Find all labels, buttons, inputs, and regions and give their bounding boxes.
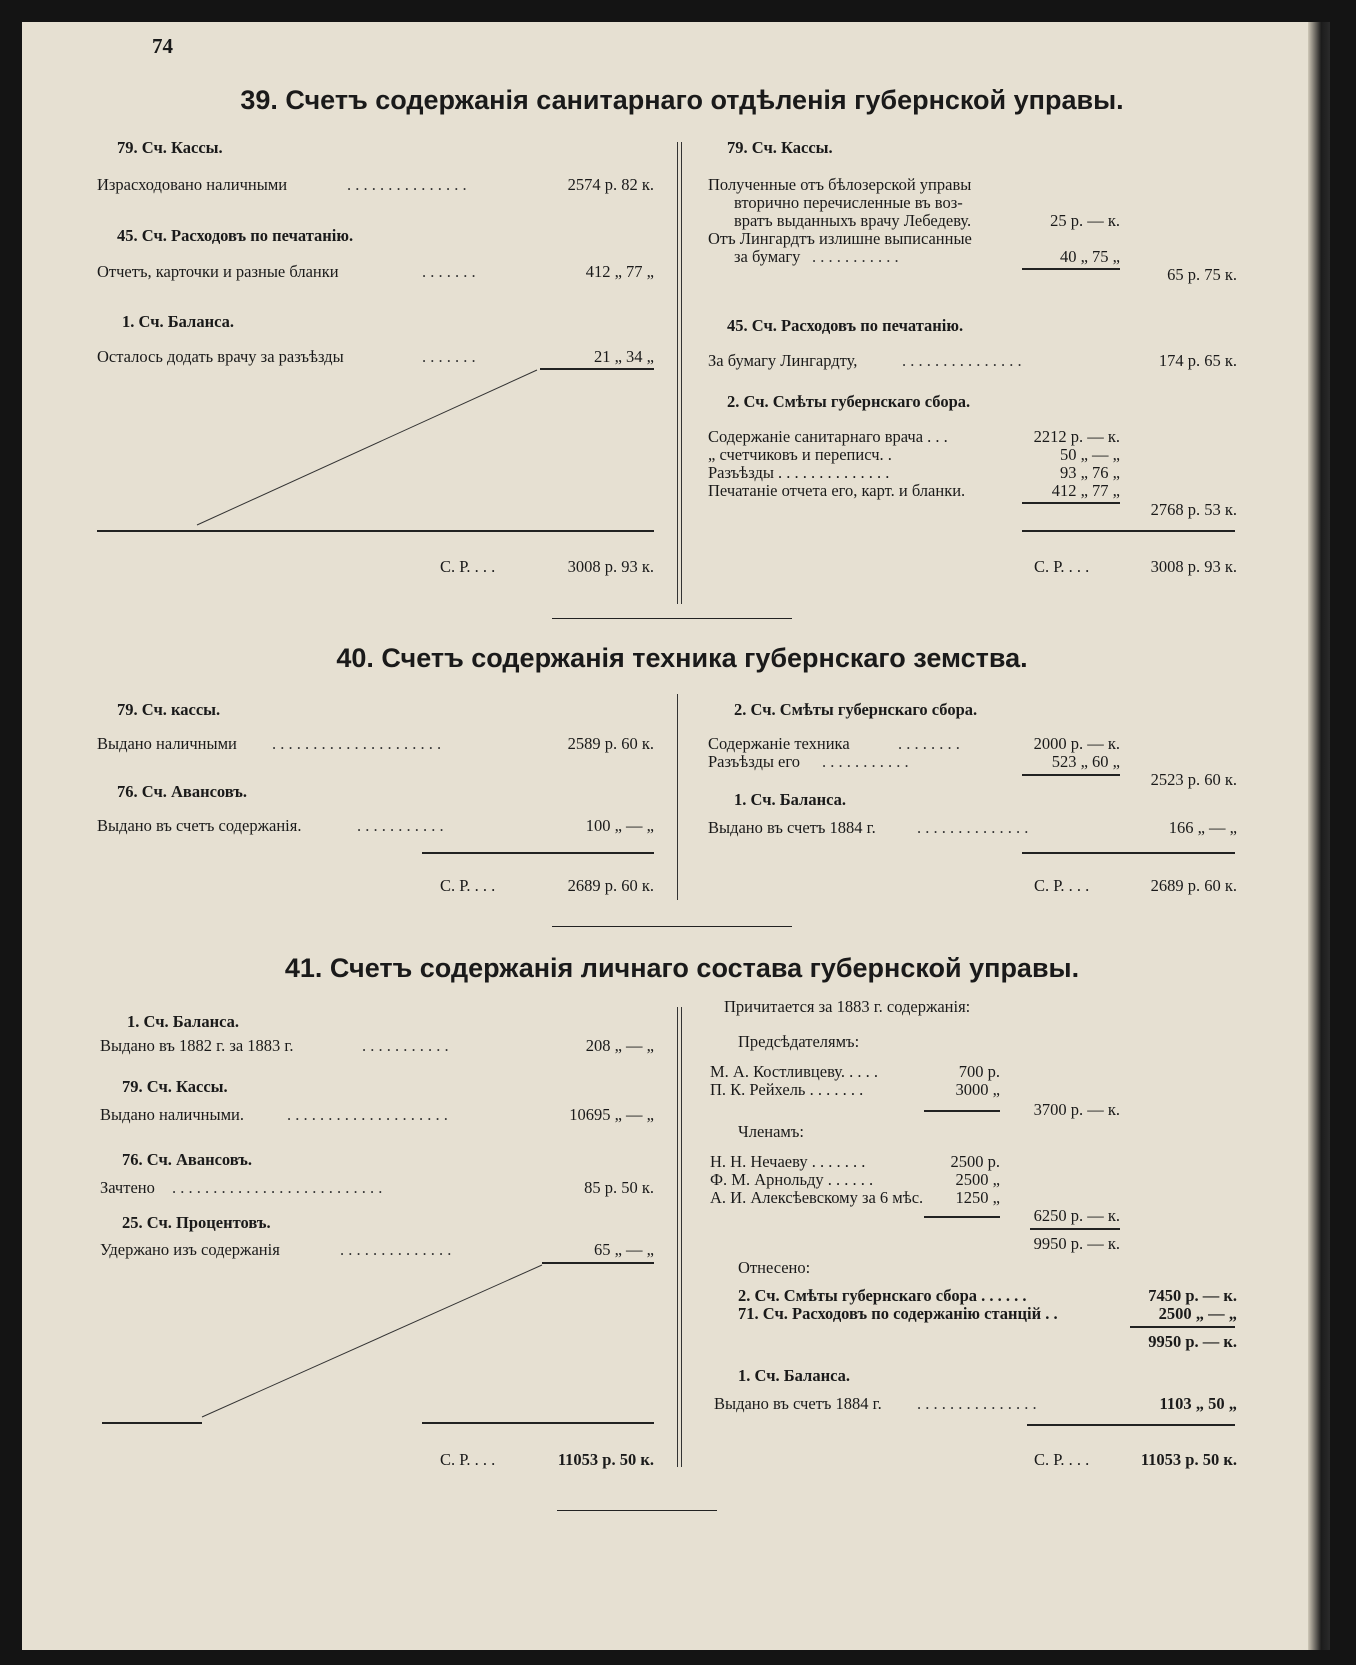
entry-amount: 1103 „ 50 „	[1159, 1394, 1237, 1413]
person-label: А. И. Алексѣевскому за 6 мѣс.	[710, 1188, 924, 1207]
section-39-title: 39. Счетъ содержанія санитарнаго отдѣленія губернской управы.	[240, 85, 1124, 115]
entry-label: Разъѣзды его	[708, 752, 800, 771]
entry-label: „ счетчиковъ и переписч. .	[708, 445, 892, 464]
entry-label: Израсходовано наличными	[97, 175, 288, 194]
entry-label: Удержано изъ содержанія	[100, 1240, 280, 1259]
leader-dots: . . . . . . . . . . . . . . . . . . . . . . . . . .	[172, 1178, 383, 1197]
entry-line: Полученные отъ бѣлозерской управы	[708, 175, 972, 194]
person-label: Ф. М. Арнольду . . . . . .	[710, 1170, 874, 1189]
entry-label: Выдано въ счетъ 1884 г.	[714, 1394, 882, 1413]
account-header: 25. Сч. Процентовъ.	[122, 1213, 271, 1232]
person-amount: 700 р.	[958, 1062, 1000, 1081]
entry-amount: 412 „ 77 „	[585, 262, 654, 281]
entry-label: Выдано въ счетъ 1884 г.	[708, 818, 876, 837]
entry-label: Зачтено	[100, 1178, 155, 1197]
account-header: 79. Сч. кассы.	[117, 700, 221, 719]
leader-dots: . . . . . . . .	[898, 734, 960, 753]
leader-dots: . . . . . . .	[422, 262, 476, 281]
entry-amount: 7450 р. — к.	[1148, 1286, 1237, 1305]
leader-dots: . . . . . . . . . . .	[362, 1036, 449, 1055]
account-header: 1. Сч. Баланса.	[738, 1366, 850, 1385]
person-amount: 2500 „	[955, 1170, 1000, 1189]
account-header: 76. Сч. Авансовъ.	[122, 1150, 252, 1169]
leader-dots: . . . . . . . . . . . . . . . . . . . .	[287, 1105, 448, 1124]
entry-amount: 65 „ — „	[593, 1240, 654, 1259]
group-total: 3700 р. — к.	[1033, 1100, 1120, 1119]
person-amount: 3000 „	[955, 1080, 1000, 1099]
person-label: П. К. Рейхель . . . . . . .	[710, 1080, 864, 1099]
entry-label: Выдано въ счетъ содержанія.	[97, 816, 302, 835]
sr-label: С. Р. . . .	[440, 557, 496, 576]
account-header: 1. Сч. Баланса.	[734, 790, 846, 809]
leader-dots: . . . . . . . . . . . . . . . . . . . . .	[272, 734, 442, 753]
page-number: 74	[152, 34, 173, 58]
balance-stroke-41	[202, 1265, 542, 1417]
ledger-page	[22, 22, 1330, 1650]
leader-dots: . . . . . . . . . . . . . .	[917, 818, 1029, 837]
account-header: 1. Сч. Баланса.	[127, 1012, 239, 1031]
account-header: 79. Сч. Кассы.	[117, 138, 223, 157]
sum-amount: 9950 р. — к.	[1033, 1234, 1120, 1253]
entry-amount: 208 „ — „	[585, 1036, 654, 1055]
group-header: Отнесено:	[738, 1258, 811, 1277]
leader-dots: . . . . . . . . . . . . . .	[340, 1240, 452, 1259]
account-header: 76. Сч. Авансовъ.	[117, 782, 247, 801]
sr-amount: 2689 р. 60 к.	[567, 876, 654, 895]
entry-amount: 2574 р. 82 к.	[567, 175, 654, 194]
subtotal-amount: 65 р. 75 к.	[1167, 265, 1237, 284]
account-header: 45. Сч. Расходовъ по печатанію.	[117, 226, 354, 245]
entry-amount: 93 „ 76 „	[1059, 463, 1120, 482]
entry-amount: 174 р. 65 к.	[1158, 351, 1237, 370]
entry-label: Содержаніе санитарнаго врача . . .	[708, 427, 948, 446]
entry-amount: 523 „ 60 „	[1051, 752, 1120, 771]
entry-amount: 100 „ — „	[585, 816, 654, 835]
sr-amount: 11053 р. 50 к.	[1140, 1450, 1237, 1469]
entry-line: Отъ Лингардтъ излишне выписанные	[708, 229, 972, 248]
entry-label: Печатаніе отчета его, карт. и бланки.	[708, 481, 966, 500]
entry-label: Осталось додать врачу за разъѣзды	[97, 347, 344, 366]
sr-amount: 3008 р. 93 к.	[567, 557, 654, 576]
entry-label: Содержаніе техника	[708, 734, 850, 753]
entry-amount: 50 „ — „	[1059, 445, 1120, 464]
leader-dots: . . . . . . . . . . .	[822, 752, 909, 771]
entry-label: Выдано наличными	[97, 734, 237, 753]
entry-amount: 2589 р. 60 к.	[567, 734, 654, 753]
subtotal-amount: 2523 р. 60 к.	[1150, 770, 1237, 789]
sr-label: С. Р. . . .	[1034, 557, 1090, 576]
entry-intro: Причитается за 1883 г. содержанія:	[724, 997, 971, 1016]
person-label: М. А. Костливцеву. . . . .	[710, 1062, 879, 1081]
sr-label: С. Р. . . .	[440, 876, 496, 895]
group-header: Членамъ:	[738, 1122, 804, 1141]
group-total: 6250 р. — к.	[1033, 1206, 1120, 1225]
group-header: Предсѣдателямъ:	[738, 1032, 860, 1051]
entry-amount: 2500 „ — „	[1158, 1304, 1237, 1323]
sr-amount: 3008 р. 93 к.	[1150, 557, 1237, 576]
entry-amount: 2212 р. — к.	[1033, 427, 1120, 446]
entry-line: за бумагу	[734, 247, 801, 266]
sr-amount: 2689 р. 60 к.	[1150, 876, 1237, 895]
sr-label: С. Р. . . .	[1034, 1450, 1090, 1469]
leader-dots: . . . . . . . . . . .	[812, 247, 899, 266]
balance-strokes	[22, 22, 1330, 1650]
entry-amount: 166 „ — „	[1168, 818, 1237, 837]
sr-label: С. Р. . . .	[440, 1450, 496, 1469]
entry-label: 2. Сч. Смѣты губернскаго сбора . . . . . .	[738, 1286, 1027, 1305]
account-header: 1. Сч. Баланса.	[122, 312, 234, 331]
entry-amount: 2000 р. — к.	[1033, 734, 1120, 753]
person-amount: 2500 р.	[950, 1152, 1000, 1171]
entry-amount: 40 „ 75 „	[1059, 247, 1120, 266]
leader-dots: . . . . . . .	[422, 347, 476, 366]
sr-label: С. Р. . . .	[1034, 876, 1090, 895]
balance-stroke-39	[197, 370, 537, 525]
sr-amount: 11053 р. 50 к.	[557, 1450, 654, 1469]
section-41-title: 41. Счетъ содержанія личнаго состава губернской управы.	[284, 953, 1080, 983]
person-amount: 1250 „	[955, 1188, 1000, 1207]
entry-label: Разъѣзды . . . . . . . . . . . . . .	[708, 463, 890, 482]
entry-label: За бумагу Лингардту,	[708, 351, 858, 370]
entry-amount: 25 р. — к.	[1050, 211, 1120, 230]
subtotal-amount: 2768 р. 53 к.	[1150, 500, 1237, 519]
entry-label: 71. Сч. Расходовъ по содержанію станцій . .	[738, 1304, 1058, 1323]
account-header: 45. Сч. Расходовъ по печатанію.	[727, 316, 964, 335]
section-40-title: 40. Счетъ содержанія техника губернскаго земства.	[336, 643, 1028, 673]
entry-label: Выдано въ 1882 г. за 1883 г.	[100, 1036, 294, 1055]
leader-dots: . . . . . . . . . . . . . . .	[917, 1394, 1037, 1413]
account-header: 79. Сч. Кассы.	[122, 1077, 228, 1096]
leader-dots: . . . . . . . . . . . . . . .	[902, 351, 1022, 370]
entry-amount: 10695 „ — „	[569, 1105, 654, 1124]
entry-amount: 412 „ 77 „	[1051, 481, 1120, 500]
entry-amount: 21 „ 34 „	[593, 347, 654, 366]
entry-line: вратъ выданныхъ врачу Лебедеву.	[734, 211, 972, 230]
leader-dots: . . . . . . . . . . . . . . .	[347, 175, 467, 194]
person-label: Н. Н. Нечаеву . . . . . . .	[710, 1152, 866, 1171]
entry-label: Выдано наличными.	[100, 1105, 244, 1124]
account-header: 2. Сч. Смѣты губернскаго сбора.	[734, 700, 978, 719]
leader-dots: . . . . . . . . . . .	[357, 816, 444, 835]
account-header: 79. Сч. Кассы.	[727, 138, 833, 157]
entry-amount: 85 р. 50 к.	[584, 1178, 654, 1197]
sum-amount: 9950 р. — к.	[1148, 1332, 1237, 1351]
entry-line: вторично перечисленные въ воз-	[734, 193, 963, 212]
entry-label: Отчетъ, карточки и разные бланки	[97, 262, 339, 281]
account-header: 2. Сч. Смѣты губернскаго сбора.	[727, 392, 971, 411]
